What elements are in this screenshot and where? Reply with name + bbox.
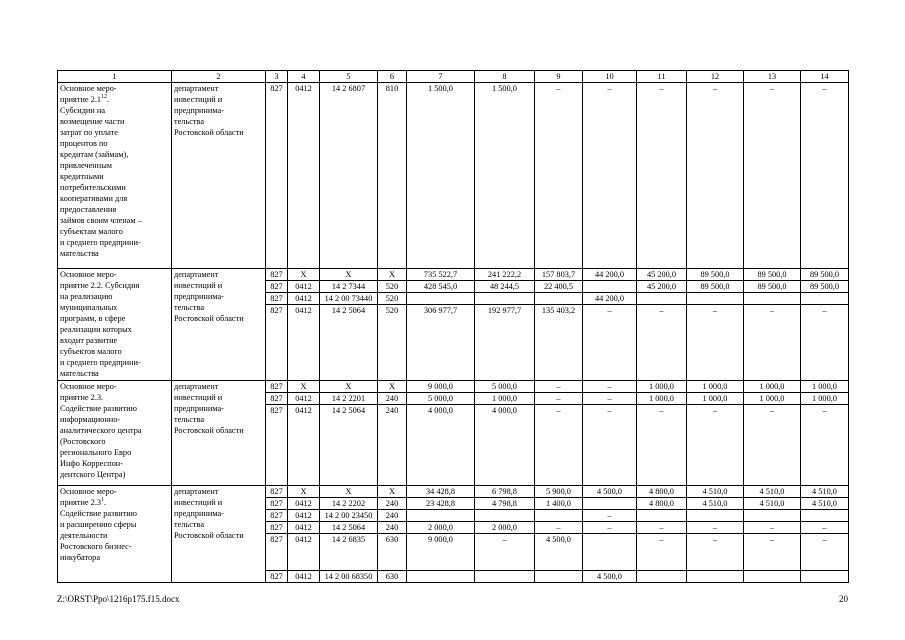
value-cell: 306 977,7	[407, 305, 475, 381]
budget-table	[57, 70, 849, 583]
value-cell: 827	[266, 522, 288, 534]
value-cell: 827	[266, 281, 288, 293]
value-cell	[687, 293, 744, 305]
measure-name-cell	[58, 486, 172, 583]
value-cell: 827	[266, 83, 288, 269]
column-header: 7	[407, 71, 475, 83]
value-cell: 89 500,0	[801, 281, 849, 293]
value-cell: –	[687, 534, 744, 571]
value-cell: –	[583, 393, 637, 405]
value-cell: 1 000,0	[687, 381, 744, 393]
value-cell	[744, 571, 801, 583]
value-cell: 4 510,0	[801, 498, 849, 510]
table-header-row	[58, 71, 849, 83]
value-cell: 4 500,0	[583, 571, 637, 583]
value-cell: –	[535, 381, 583, 393]
value-cell: 89 500,0	[801, 269, 849, 281]
value-cell: –	[535, 83, 583, 269]
value-cell: 14 2 2202	[320, 498, 378, 510]
value-cell: 827	[266, 498, 288, 510]
value-cell: –	[744, 305, 801, 381]
value-cell: 4 798,8	[475, 498, 535, 510]
value-cell: Х	[378, 381, 407, 393]
value-cell: 157 803,7	[535, 269, 583, 281]
value-cell: 14 2 5064	[320, 522, 378, 534]
measure-name-cell	[58, 381, 172, 486]
value-cell: 4 510,0	[744, 486, 801, 498]
value-cell: –	[801, 534, 849, 571]
value-cell: 1 000,0	[801, 393, 849, 405]
value-cell: –	[744, 405, 801, 486]
value-cell	[637, 571, 687, 583]
value-cell	[583, 534, 637, 571]
value-cell: 1 000,0	[475, 393, 535, 405]
value-cell: –	[535, 405, 583, 486]
value-cell: –	[535, 393, 583, 405]
value-cell: 14 2 00 23450	[320, 510, 378, 522]
value-cell: 827	[266, 486, 288, 498]
value-cell	[535, 571, 583, 583]
measure-name: Основное меро- приятие 2.2. Субсидия на реализацию муниципальных программ, в сфере реализации которых входит развитие субъектов малого и среднего предприни- мательства	[60, 270, 141, 378]
value-cell: –	[535, 522, 583, 534]
value-cell: 4 000,0	[475, 405, 535, 486]
value-cell: 1 400,0	[535, 498, 583, 510]
value-cell: 827	[266, 571, 288, 583]
column-header: 5	[320, 71, 378, 83]
value-cell: 0412	[288, 534, 320, 571]
value-cell	[475, 510, 535, 522]
footnote-mark: 12	[101, 94, 108, 101]
value-cell: –	[744, 534, 801, 571]
value-cell: 735 522,7	[407, 269, 475, 281]
value-cell: 14 2 7344	[320, 281, 378, 293]
value-cell: 4 000,0	[407, 405, 475, 486]
value-cell: 827	[266, 293, 288, 305]
value-cell: –	[801, 83, 849, 269]
value-cell: –	[744, 83, 801, 269]
value-cell: Х	[288, 381, 320, 393]
value-cell: 34 428,8	[407, 486, 475, 498]
value-cell	[475, 293, 535, 305]
value-cell: 428 545,0	[407, 281, 475, 293]
value-cell: 14 2 6835	[320, 534, 378, 571]
value-cell: 89 500,0	[744, 281, 801, 293]
page-number: 20	[839, 594, 848, 604]
value-cell: 1 000,0	[801, 381, 849, 393]
value-cell: Х	[378, 269, 407, 281]
value-cell: –	[583, 405, 637, 486]
table-row	[58, 269, 849, 281]
value-cell: –	[801, 305, 849, 381]
value-cell: 9 000,0	[407, 534, 475, 571]
value-cell: 0412	[288, 83, 320, 269]
value-cell: 9 000,0	[407, 381, 475, 393]
executor-cell: департамент инвестиций и предпринима- тельства Ростовской области	[172, 269, 266, 381]
value-cell: 14 2 00 73440	[320, 293, 378, 305]
value-cell: 0412	[288, 405, 320, 486]
value-cell: 630	[378, 534, 407, 571]
value-cell: 14 2 6807	[320, 83, 378, 269]
value-cell: 48 244,5	[475, 281, 535, 293]
value-cell: 2 000,0	[407, 522, 475, 534]
value-cell: 1 500,0	[407, 83, 475, 269]
value-cell: 827	[266, 393, 288, 405]
value-cell: –	[583, 522, 637, 534]
value-cell: 4 510,0	[687, 498, 744, 510]
footnote-mark: 1	[101, 497, 105, 504]
executor-cell: департамент инвестиций и предпринима- тельства Ростовской области	[172, 381, 266, 486]
measure-name: Основное меро- приятие 2.3	[60, 487, 117, 507]
value-cell: 0412	[288, 498, 320, 510]
value-cell: 827	[266, 381, 288, 393]
value-cell: 2 000,0	[475, 522, 535, 534]
value-cell: –	[687, 83, 744, 269]
value-cell: 0412	[288, 281, 320, 293]
table-row	[58, 83, 849, 269]
value-cell: 89 500,0	[687, 281, 744, 293]
value-cell: –	[583, 510, 637, 522]
column-header: 13	[744, 71, 801, 83]
measure-name-cell	[58, 83, 172, 269]
value-cell: 89 500,0	[744, 269, 801, 281]
value-cell: –	[637, 534, 687, 571]
value-cell: 240	[378, 405, 407, 486]
value-cell: –	[687, 305, 744, 381]
column-header: 10	[583, 71, 637, 83]
value-cell	[637, 293, 687, 305]
value-cell: 827	[266, 510, 288, 522]
value-cell: 44 200,0	[583, 293, 637, 305]
value-cell: 240	[378, 393, 407, 405]
value-cell: 4 510,0	[687, 486, 744, 498]
measure-name: Основное меро- приятие 2.3. Содействие развитию информационно- аналитического центра (Ростовского регионального Евро Инфо Корреспон- дентского Центра)	[60, 382, 142, 479]
value-cell: 240	[378, 510, 407, 522]
value-cell: –	[687, 522, 744, 534]
value-cell: 4 500,0	[535, 534, 583, 571]
value-cell: 240	[378, 522, 407, 534]
value-cell: 14 2 5064	[320, 305, 378, 381]
value-cell: 0412	[288, 305, 320, 381]
value-cell: –	[637, 522, 687, 534]
value-cell	[687, 510, 744, 522]
executor-cell: департамент инвестиций и предпринима- тельства Ростовской области	[172, 486, 266, 583]
value-cell: Х	[320, 269, 378, 281]
value-cell: 0412	[288, 510, 320, 522]
value-cell: 5 000,0	[475, 381, 535, 393]
value-cell: –	[637, 83, 687, 269]
value-cell: 44 200,0	[583, 269, 637, 281]
value-cell	[583, 281, 637, 293]
value-cell	[744, 510, 801, 522]
column-header: 2	[172, 71, 266, 83]
value-cell: –	[637, 305, 687, 381]
column-header: 11	[637, 71, 687, 83]
value-cell: 827	[266, 269, 288, 281]
value-cell: 4 500,0	[583, 486, 637, 498]
value-cell: –	[583, 381, 637, 393]
value-cell: –	[687, 405, 744, 486]
value-cell	[407, 293, 475, 305]
value-cell	[583, 498, 637, 510]
value-cell	[744, 293, 801, 305]
value-cell: –	[801, 405, 849, 486]
value-cell: 1 000,0	[744, 393, 801, 405]
value-cell	[535, 510, 583, 522]
table-row	[58, 381, 849, 393]
value-cell: 1 000,0	[637, 393, 687, 405]
value-cell: –	[637, 405, 687, 486]
value-cell: 14 2 00 68350	[320, 571, 378, 583]
value-cell: 827	[266, 534, 288, 571]
value-cell: 520	[378, 305, 407, 381]
value-cell: 827	[266, 305, 288, 381]
column-header: 12	[687, 71, 744, 83]
value-cell: 0412	[288, 571, 320, 583]
value-cell: 0412	[288, 522, 320, 534]
value-cell: 14 2 5064	[320, 405, 378, 486]
value-cell	[535, 293, 583, 305]
value-cell: 1 000,0	[637, 381, 687, 393]
value-cell: 45 200,0	[637, 269, 687, 281]
value-cell: –	[801, 522, 849, 534]
value-cell: 630	[378, 571, 407, 583]
value-cell	[801, 510, 849, 522]
value-cell: 135 403,2	[535, 305, 583, 381]
value-cell	[637, 510, 687, 522]
value-cell: 4 510,0	[744, 498, 801, 510]
value-cell	[801, 293, 849, 305]
value-cell: 1 500,0	[475, 83, 535, 269]
document-page	[57, 70, 848, 583]
value-cell: 4 510,0	[801, 486, 849, 498]
value-cell: Х	[288, 269, 320, 281]
value-cell	[801, 571, 849, 583]
file-path: Z:\ORST\Ppo\1216p175.f15.docx	[57, 594, 180, 604]
value-cell: 89 500,0	[687, 269, 744, 281]
value-cell	[687, 571, 744, 583]
value-cell: 23 428,8	[407, 498, 475, 510]
value-cell: –	[583, 83, 637, 269]
measure-name-rest: . Субсидии на возмещение части затрат по уплате процентов по кредитам (займам), привлеченным кредитными потребительскими кооперативами для предоставления займов своим членам – субъектам малого и среднего предприни- мательства	[60, 95, 142, 258]
measure-name: Основное меро- приятие 2.1	[60, 84, 117, 104]
value-cell: 5 000,0	[407, 393, 475, 405]
executor-cell: департамент инвестиций и предпринима- тельства Ростовской области	[172, 83, 266, 269]
value-cell: 45 200,0	[637, 281, 687, 293]
column-header: 3	[266, 71, 288, 83]
value-cell	[407, 571, 475, 583]
value-cell: 810	[378, 83, 407, 269]
column-header: 14	[801, 71, 849, 83]
value-cell: Х	[320, 381, 378, 393]
value-cell: 1 000,0	[744, 381, 801, 393]
value-cell	[475, 571, 535, 583]
value-cell: 1 000,0	[687, 393, 744, 405]
value-cell: 241 222,2	[475, 269, 535, 281]
value-cell: 6 798,8	[475, 486, 535, 498]
value-cell: 520	[378, 293, 407, 305]
value-cell: 192 977,7	[475, 305, 535, 381]
value-cell: 5 900,0	[535, 486, 583, 498]
value-cell: 4 800,0	[637, 498, 687, 510]
value-cell: 0412	[288, 293, 320, 305]
value-cell	[407, 510, 475, 522]
table-row	[58, 486, 849, 498]
column-header: 6	[378, 71, 407, 83]
column-header: 9	[535, 71, 583, 83]
value-cell: Х	[320, 486, 378, 498]
value-cell: 0412	[288, 393, 320, 405]
value-cell: –	[583, 305, 637, 381]
value-cell: –	[744, 522, 801, 534]
value-cell: –	[475, 534, 535, 571]
value-cell: 22 400,5	[535, 281, 583, 293]
measure-name-cell	[58, 269, 172, 381]
value-cell: Х	[288, 486, 320, 498]
column-header: 8	[475, 71, 535, 83]
value-cell: 520	[378, 281, 407, 293]
value-cell: 827	[266, 405, 288, 486]
column-header: 4	[288, 71, 320, 83]
value-cell: 240	[378, 498, 407, 510]
measure-name-rest: . Содействие развитию и расширению сферы деятельности Ростовского бизнес- инкубатора	[60, 498, 137, 562]
column-header: 1	[58, 71, 172, 83]
value-cell: 4 800,0	[637, 486, 687, 498]
value-cell: Х	[378, 486, 407, 498]
value-cell: 14 2 2201	[320, 393, 378, 405]
